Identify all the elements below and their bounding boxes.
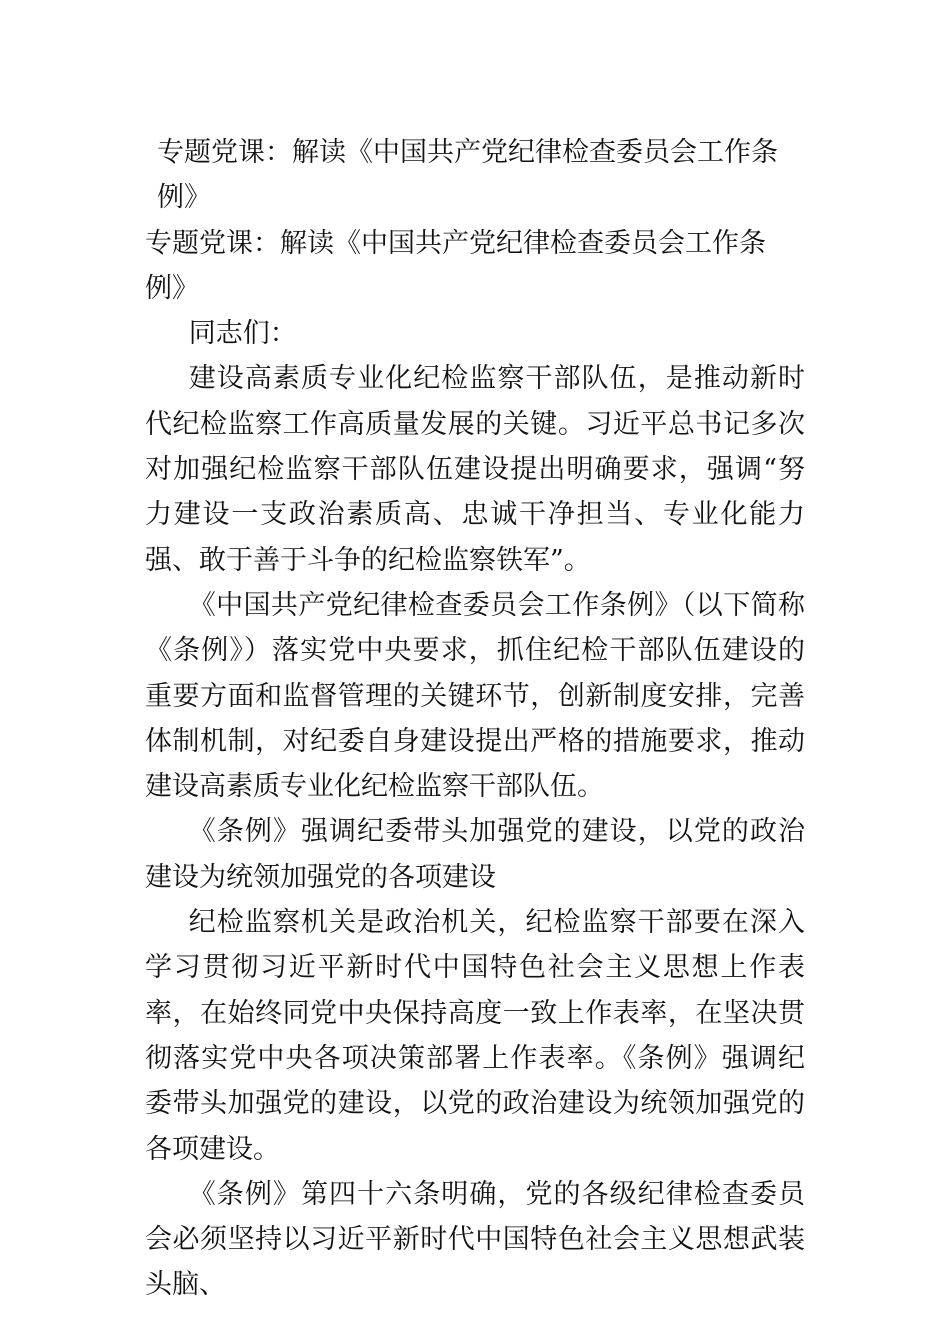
paragraph-4: 《条例》第四十六条明确，党的各级纪律检查委员会必须坚持以习近平新时代中国特色社会主义思想武装头脑、 [145, 1178, 805, 1301]
document-body [145, 130, 805, 1308]
paragraph-3: 纪检监察机关是政治机关，纪检监察干部要在深入学习贯彻习近平新时代中国特色社会主义思想上作表率，在始终同党中央保持高度一致上作表率，在坚决贯彻落实党中央各项决策部署上作表率。《条例》强调纪委带头加强党的建设，以党的政治建设为统领加强党的各项建设。 [145, 907, 805, 1165]
paragraph-2: 《中国共产党纪律检查委员会工作条例》（以下简称《条例》）落实党中央要求，抓住纪检干部队伍建设的重要方面和监督管理的关键环节，创新制度安排，完善体制机制，对纪委自身建设提出严格的措施要求，推动建设高素质专业化纪检监察干部队伍。 [145, 589, 805, 803]
salutation: 同志们： [188, 318, 297, 350]
section-heading: 《条例》强调纪委带头加强党的建设，以党的政治建设为统领加强党的各项建设 [145, 816, 805, 893]
document-title: 专题党课：解读《中国共产党纪律检查委员会工作条例》 [157, 137, 778, 214]
paragraph-1: 建设高素质专业化纪检监察干部队伍，是推动新时代纪检监察工作高质量发展的关键。习近平总书记多次对加强纪检监察干部队伍建设提出明确要求，强调“努力建设一支政治素质高、忠诚干净担当、专业化能力强、敢于善于斗争的纪检监察铁军”。 [145, 363, 805, 576]
document-title-repeat: 专题党课：解读《中国共产党纪律检查委员会工作条例》 [145, 227, 766, 304]
